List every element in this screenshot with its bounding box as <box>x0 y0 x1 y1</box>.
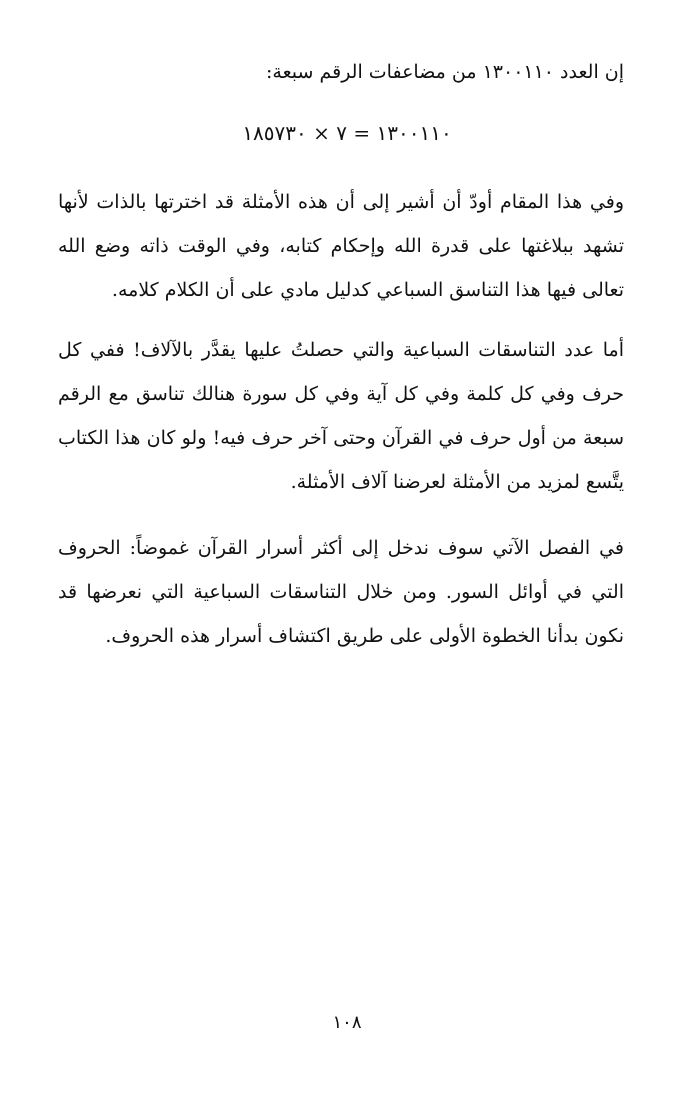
equation: ١٣٠٠١١٠ = ٧ × ١٨٥٧٣٠ <box>242 121 452 145</box>
intro-line: إن العدد ١٣٠٠١١٠ من مضاعفات الرقم سبعة: <box>266 61 624 83</box>
page-number: ١٠٨ <box>332 1012 362 1033</box>
paragraph-examples-chosen: وفي هذا المقام أودّ أن أشير إلى أن هذه الأمثلة قد اخترتها بالذات لأنها تشهد ببلاغتها على قدرة الله وإحكام كتابه، وفي الوقت ذاته وضع الله تعالى فيها هذا التناسق السباعي كدليل مادي على أن الكلام كلامه. <box>58 191 624 301</box>
paragraph-count-of-patterns: أما عدد التناسقات السباعية والتي حصلتُ عليها يقدَّر بالآلاف! ففي كل حرف وفي كل كلمة وفي كل آية وفي كل سورة هنالك تناسق مع الرقم سبعة من أول حرف في القرآن وحتى آخر حرف فيه! ولو كان هذا الكتاب يتَّسع لمزيد من الأمثلة لعرضنا آلاف الأمثلة. <box>58 339 624 493</box>
paragraph-next-chapter: في الفصل الآتي سوف ندخل إلى أكثر أسرار القرآن غموضاً: الحروف التي في أوائل السور. ومن خلال التناسقات السباعية التي نعرضها قد نكون بدأنا الخطوة الأولى على طريق اكتشاف أسرار هذه الحروف. <box>58 537 624 647</box>
